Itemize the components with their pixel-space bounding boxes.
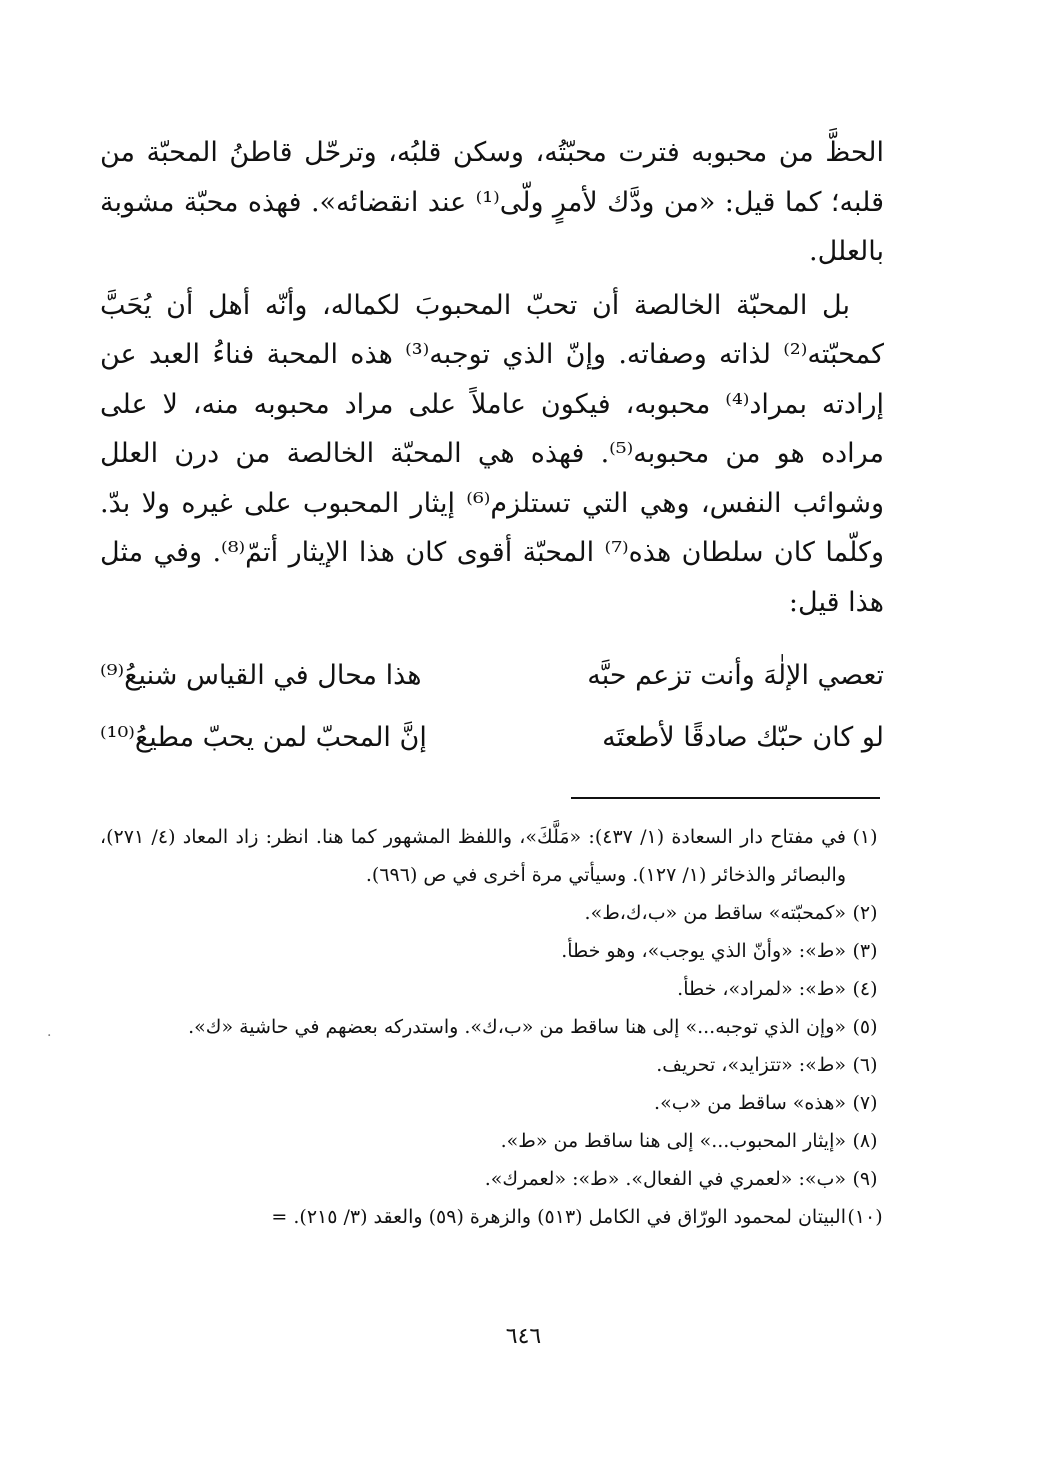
page-number: ٦٤٦: [505, 1324, 542, 1349]
footnote-text: البيتان لمحمود الورّاق في الكامل (٥١٣) والزهرة (٥٩) والعقد (٣/ ٢١٥). =: [271, 1206, 846, 1228]
footnote-number: (٩): [852, 1168, 878, 1190]
footnote-text: «ط»: «لمراد»، خطأ.: [677, 978, 846, 1000]
footnote-number: (٢): [852, 902, 878, 924]
footnote-text: «ط»: «وأنّ الذي يوجب»، وهو خطأ.: [561, 940, 846, 962]
footnote-text: «وإن الذي توجبه...» إلى هنا ساقط من «ب،ك». واستدركه بعضهم في حاشية «ك».: [188, 1016, 846, 1038]
footnote-3: [100, 932, 884, 970]
footnote-number: (٦): [852, 1054, 878, 1076]
footnote-text: «كمحبّته» ساقط من «ب،ك،ط».: [584, 902, 846, 924]
paragraph-1: الحظَّ من محبوبه فترت محبّتُه، وسكن قلبُه، وترحّل قاطنُ المحبّة من قلبه؛ كما قيل: «من ودَّك لأمرٍ ولّى⁽¹⁾ عند انقضائه». فهذه محبّة مشوبة بالعلل.: [100, 137, 884, 267]
footnote-2: [100, 894, 884, 932]
footnote-number: (٧): [852, 1092, 878, 1114]
footnote-4: [100, 970, 884, 1008]
footnote-number: (١): [852, 826, 878, 848]
verse-1-second-hemistich: هذا محال في القياس شنيعُ⁽⁹⁾: [100, 660, 422, 691]
footnotes: [100, 818, 884, 1236]
poem-verse-2: [100, 710, 884, 766]
footnote-10: [100, 1198, 884, 1236]
verse-2-second-hemistich: إنَّ المحبّ لمن يحبّ مطيعُ⁽¹⁰⁾: [100, 722, 427, 753]
footnote-number: (١٠): [847, 1206, 883, 1228]
footnote-8: [100, 1122, 884, 1160]
footnote-text: «هذه» ساقط من «ب».: [654, 1092, 846, 1114]
footnote-9: [100, 1160, 884, 1198]
main-text: [100, 128, 884, 631]
margin-speck: ·: [47, 1028, 52, 1044]
poem-verse-1: [100, 648, 884, 704]
footnote-text: «إيثار المحبوب...» إلى هنا ساقط من «ط».: [500, 1130, 846, 1152]
footnote-text: في مفتاح دار السعادة (١/ ٤٣٧): «مَلَّكَ»، واللفظ المشهور كما هنا. انظر: زاد المعاد (٤/ ٢٧١)، والبصائر والذخائر (١/ ١٢٧). وسيأتي مرة أخرى في ص (٦٩٦).: [100, 826, 846, 886]
footnote-separator: [571, 797, 880, 799]
footnote-number: (٨): [852, 1130, 878, 1152]
footnote-5: [100, 1008, 884, 1046]
footnote-1: [100, 818, 884, 894]
footnote-6: [100, 1046, 884, 1084]
paragraph-2: بل المحبّة الخالصة أن تحبّ المحبوبَ لكماله، وأنّه أهل أن يُحَبَّ كمحبّته⁽²⁾ لذاته وصفاته. وإنّ الذي توجبه⁽³⁾ هذه المحبة فناءُ العبد عن إرادته بمراد⁽⁴⁾ محبوبه، فيكون عاملاً على مراد محبوبه منه، لا على مراده هو من محبوبه⁽⁵⁾. فهذه هي المحبّة الخالصة من درن العلل وشوائب النفس، وهي التي تستلزم⁽⁶⁾ إيثار المحبوب على غيره ولا بدّ. وكلّما كان سلطان هذه⁽⁷⁾ المحبّة أقوى كان هذا الإيثار أتمّ⁽⁸⁾. وفي مثل هذا قيل:: [100, 289, 885, 618]
verse-1-first-hemistich: تعصي الإلٰهَ وأنت تزعم حبَّه: [587, 660, 884, 691]
footnote-text: «ط»: «تتزايد»، تحريف.: [656, 1054, 846, 1076]
footnote-7: [100, 1084, 884, 1122]
footnote-number: (٤): [852, 978, 878, 1000]
footnote-number: (٥): [852, 1016, 878, 1038]
footnote-text: «ب»: «لعمري في الفعال». «ط»: «لعمرك».: [484, 1168, 846, 1190]
verse-2-first-hemistich: لو كان حبّك صادقًا لأطعتَه: [602, 722, 884, 753]
footnote-number: (٣): [852, 940, 878, 962]
